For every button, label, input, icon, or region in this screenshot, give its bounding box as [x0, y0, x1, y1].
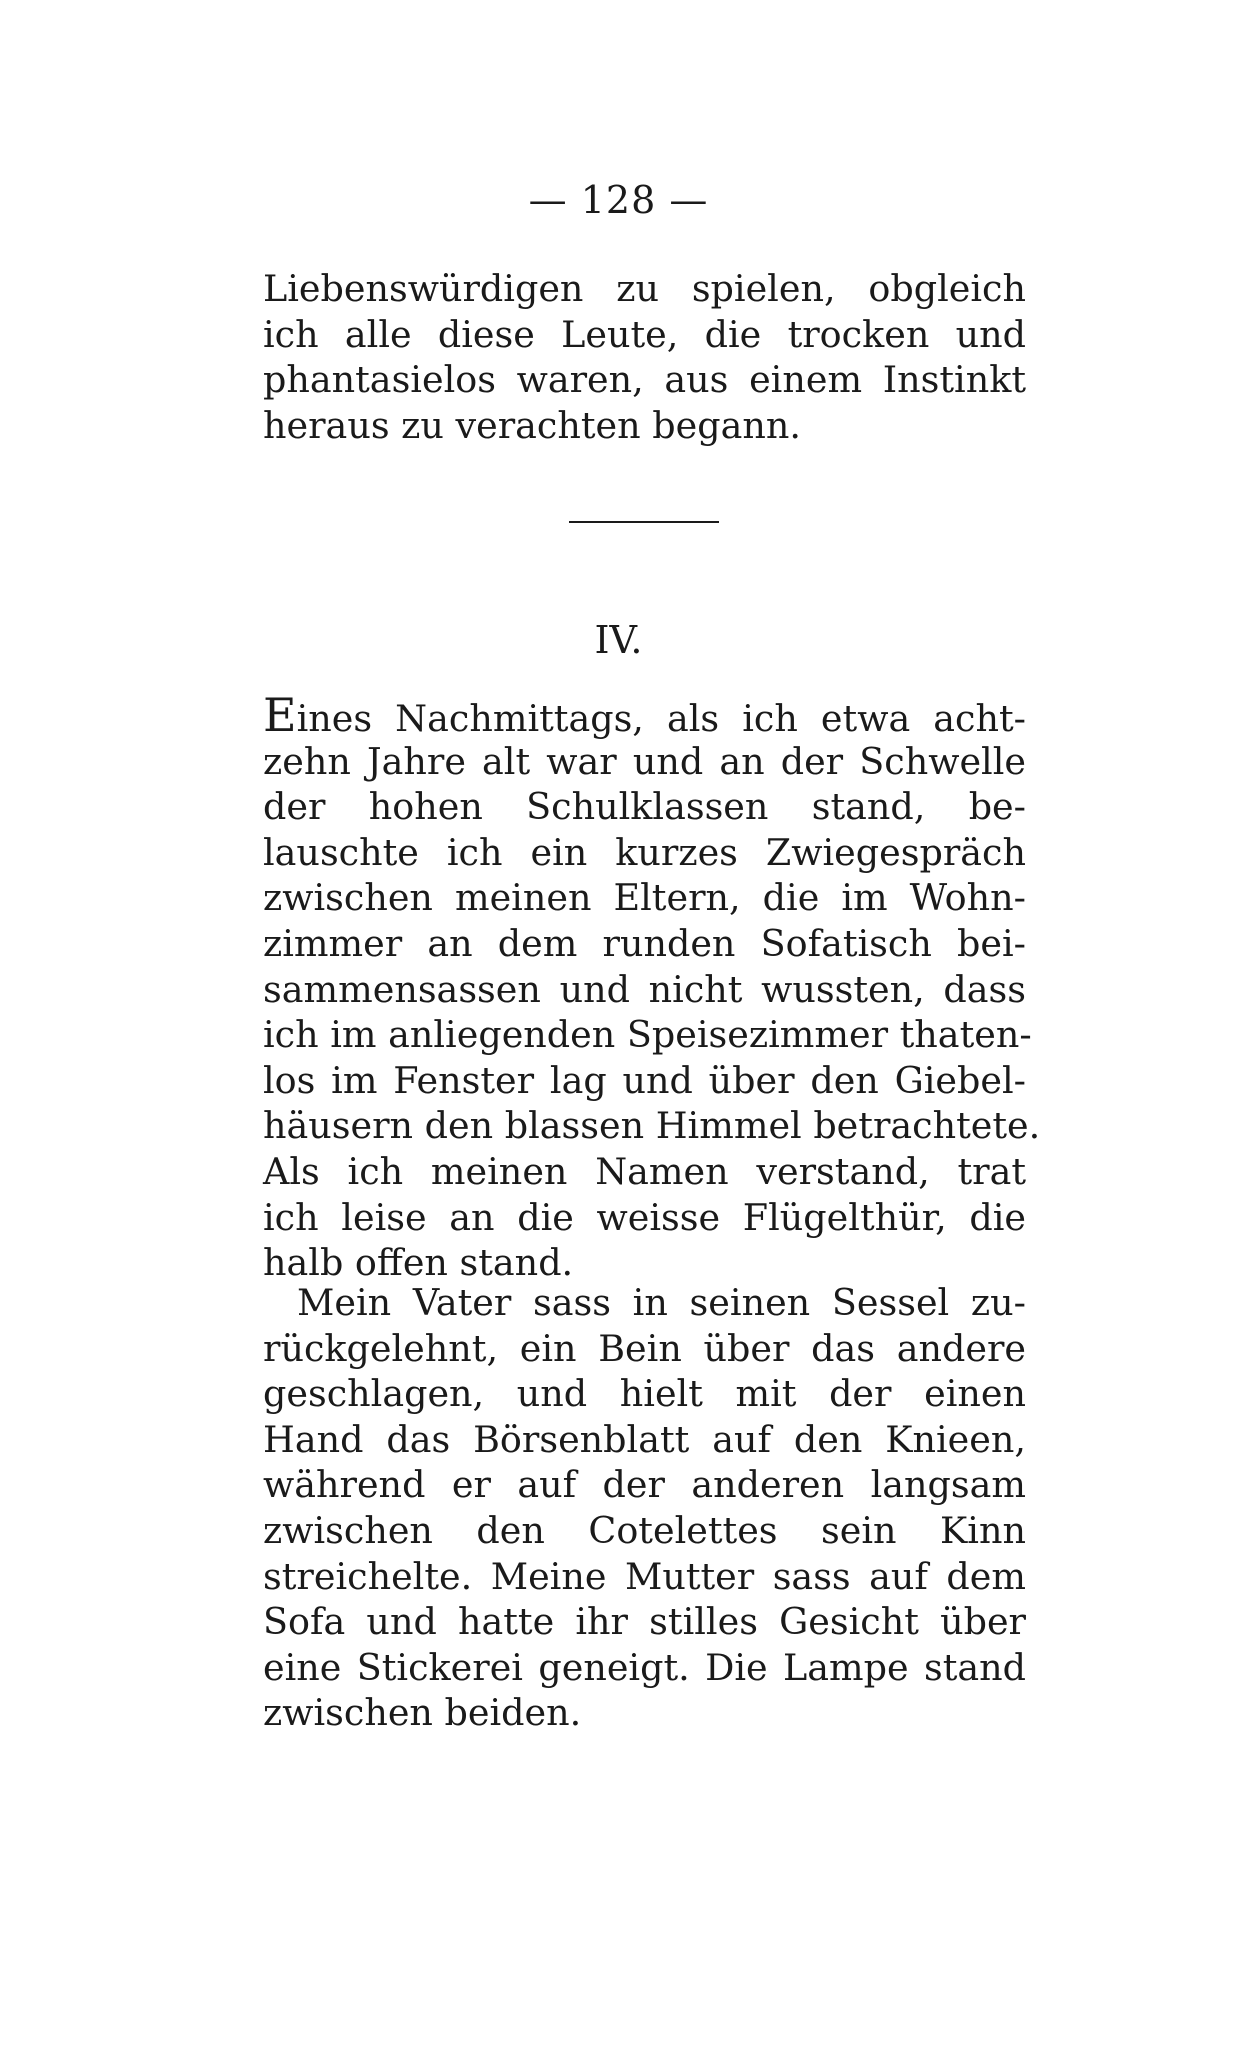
chapter-heading: IV. [594, 618, 643, 662]
text-line: während er auf der anderen langsam [263, 1463, 1026, 1507]
text-line: lauschte ich ein kurzes Zwiegespräch [263, 830, 1026, 874]
text-line: Als ich meinen Namen verstand, trat [263, 1149, 1026, 1193]
text-line: zimmer an dem runden Sofatisch bei- [263, 921, 1026, 965]
text-line: geschlagen, und hielt mit der einen [263, 1372, 1026, 1416]
text-line: Hand das Börsenblatt auf den Knieen, [263, 1417, 1026, 1461]
text-line: halb offen stand. [263, 1241, 574, 1285]
chapter-opening-paragraph [263, 688, 1041, 1286]
text-line: phantasielos waren, aus einem Instinkt [263, 358, 1026, 402]
paragraph-continued [263, 266, 1026, 448]
text-line: eine Stickerei geneigt. Die Lampe stand [263, 1645, 1026, 1689]
text-line: los im Fenster lag und über den Giebel- [263, 1058, 1026, 1102]
text-line: der hohen Schulklassen stand, be- [263, 785, 1026, 829]
text-line: Sofa und hatte ihr stilles Gesicht über [263, 1600, 1026, 1644]
text-line: Mein Vater sass in seinen Sessel zu- [297, 1281, 1026, 1324]
section-divider [569, 521, 719, 523]
text-line: heraus zu verachten begann. [263, 403, 801, 447]
text-line: streichelte. Meine Mutter sass auf dem [263, 1554, 1026, 1598]
first-line-text: ines Nachmittags, als ich etwa acht- [296, 697, 1026, 740]
text-line: zwischen beiden. [263, 1691, 582, 1735]
page-number: — 128 — [528, 178, 709, 222]
text-line: ich im anliegenden Speisezimmer thaten- [263, 1013, 1032, 1057]
text-line: zwischen den Cotelettes sein Kinn [263, 1508, 1026, 1552]
text-line: Liebenswürdigen zu spielen, obgleich [263, 267, 1026, 310]
text-line: häusern den blassen Himmel betrachtete. [263, 1104, 1041, 1148]
paragraph [263, 1280, 1026, 1736]
text-line: ich leise an die weisse Flügelthür, die [263, 1195, 1026, 1239]
text-line-first [263, 688, 1026, 742]
text-line: zehn Jahre alt war und an der Schwelle [263, 739, 1026, 783]
text-line: ich alle diese Leute, die trocken und [263, 312, 1026, 356]
text-line: zwischen meinen Eltern, die im Wohn- [263, 876, 1026, 920]
text-line: sammensassen und nicht wussten, dass [263, 967, 1026, 1011]
text-line: rückgelehnt, ein Bein über das andere [263, 1326, 1026, 1370]
initial-letter: E [263, 688, 297, 742]
